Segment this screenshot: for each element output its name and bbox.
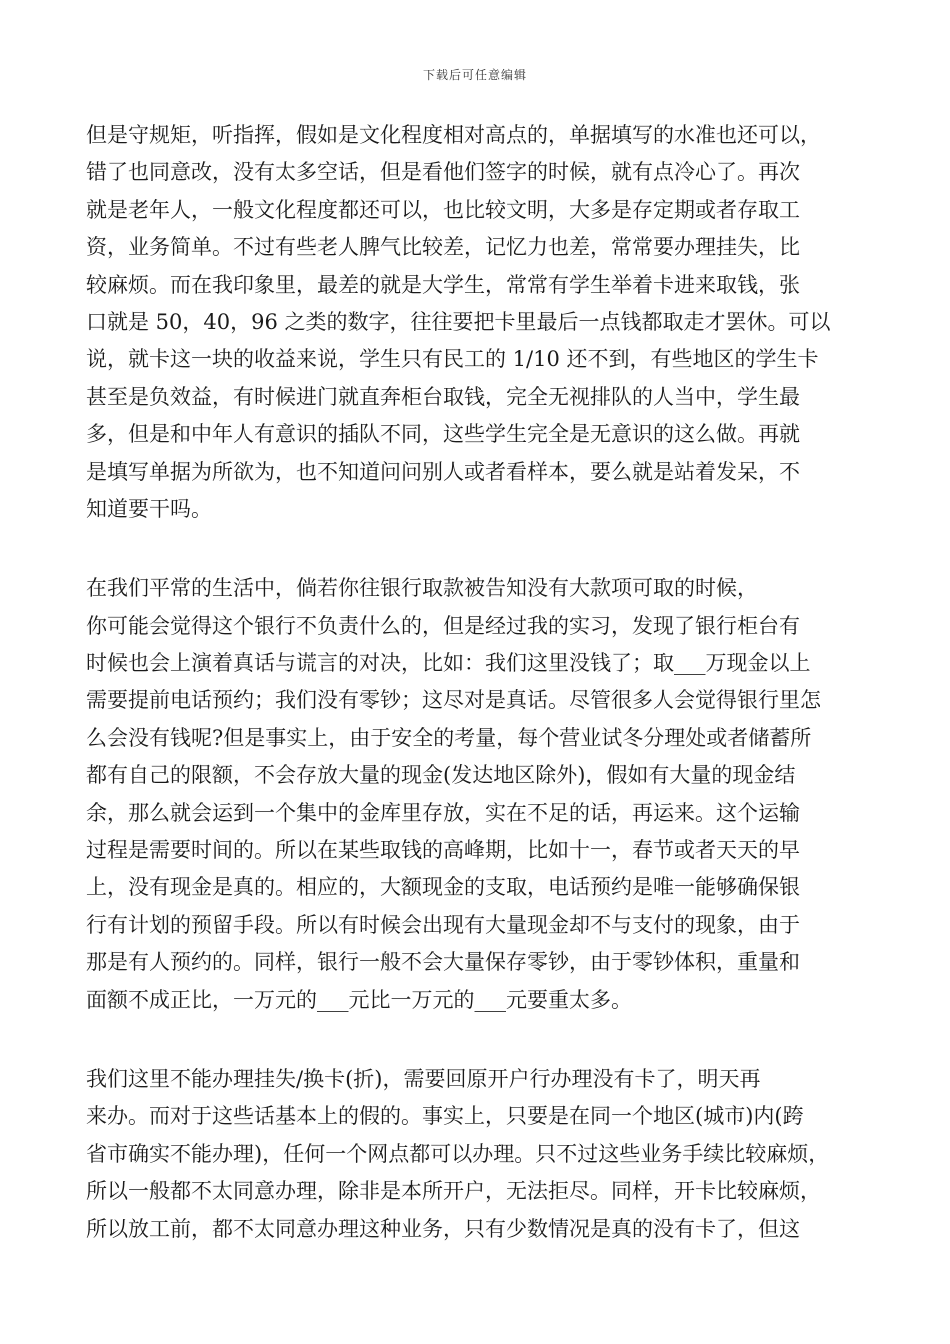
text-line: 你可能会觉得这个银行不负责什么的，但是经过我的实习，发现了银行柜台有 [86,613,800,638]
text-line: 时候也会上演着真话与谎言的对决，比如：我们这里没钱了；取___万现金以上 [86,651,811,676]
text-line: 甚至是负效益，有时候进门就直奔柜台取钱，完全无视排队的人当中，学生最 [86,384,800,409]
paragraph-2 [86,570,866,1019]
text-line: 余，那么就会运到一个集中的金库里存放，实在不足的话，再运来。这个运输 [86,800,800,825]
paragraph-1 [86,117,866,528]
text-line: 么会没有钱呢?但是事实上，由于安全的考量，每个营业试冬分理处或者储蓄所 [86,725,812,750]
paragraph-gap [86,1019,866,1061]
text-line: 资，业务简单。不过有些老人脾气比较差，记忆力也差，常常要办理挂失，比 [86,235,800,260]
document-body [86,117,866,1248]
text-line: 就是老年人，一般文化程度都还可以，也比较文明，大多是存定期或者存取工 [86,197,800,222]
paragraph-gap [86,528,866,570]
header-note: 下载后可任意编辑 [422,68,527,82]
text-line: 多，但是和中年人有意识的插队不同，这些学生完全是无意识的这么做。再就 [86,422,800,447]
text-line: 省市确实不能办理)，任何一个网点都可以办理。只不过这些业务手续比较麻烦， [86,1141,830,1166]
paragraph-3 [86,1061,866,1248]
text-line: 口就是 50，40，96 之类的数字，往往要把卡里最后一点钱都取走才罢休。可以 [86,309,831,334]
text-line: 所以放工前，都不太同意办理这种业务，只有少数情况是真的没有卡了，但这 [86,1216,800,1241]
text-line: 面额不成正比，一万元的___元比一万元的___元要重太多。 [86,987,632,1012]
text-line: 知道要干吗。 [86,496,212,521]
text-line: 那是有人预约的。同样，银行一般不会大量保存零钞，由于零钞体积，重量和 [86,950,800,975]
text-line: 行有计划的预留手段。所以有时候会出现有大量现金却不与支付的现象，由于 [86,912,800,937]
text-line: 都有自己的限额，不会存放大量的现金(发达地区除外)，假如有大量的现金结 [86,763,796,788]
text-line: 是填写单据为所欲为，也不知道问问别人或者看样本，要么就是站着发呆，不 [86,459,800,484]
text-line: 过程是需要时间的。所以在某些取钱的高峰期，比如十一，春节或者天天的早 [86,838,800,863]
text-line: 但是守规矩，听指挥，假如是文化程度相对高点的，单据填写的水准也还可以， [86,123,821,147]
text-line: 来办。而对于这些话基本上的假的。事实上，只要是在同一个地区(城市)内(跨 [86,1104,804,1129]
text-line: 较麻烦。而在我印象里，最差的就是大学生，常常有学生举着卡进来取钱，张 [86,272,800,297]
text-line: 上，没有现金是真的。相应的，大额现金的支取，电话预约是唯一能够确保银 [86,875,800,900]
text-line: 在我们平常的生活中，倘若你往银行取款被告知没有大款项可取的时候， [86,576,758,601]
text-line: 错了也同意改，没有太多空话，但是看他们签字的时候，就有点冷心了。再次 [86,160,800,185]
text-line: 说，就卡这一块的收益来说，学生只有民工的 1/10 还不到，有些地区的学生卡 [86,347,819,372]
text-line: 需要提前电话预约；我们没有零钞；这尽对是真话。尽管很多人会觉得银行里怎 [86,688,821,713]
text-line: 所以一般都不太同意办理，除非是本所开户，无法拒尽。同样，开卡比较麻烦， [86,1179,821,1204]
text-line: 我们这里不能办理挂失/换卡(折)，需要回原开户行办理没有卡了，明天再 [86,1066,761,1091]
